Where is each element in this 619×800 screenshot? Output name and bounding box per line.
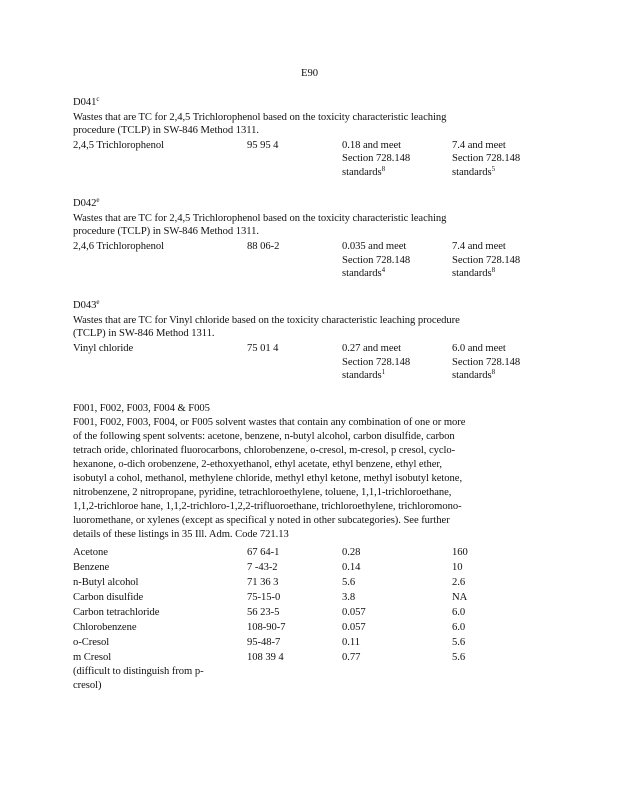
table-row-ww: 0.057 bbox=[342, 622, 366, 633]
table-row-cas: 75-15-0 bbox=[247, 592, 281, 603]
wastewater-standard: standards$^8$ bbox=[452, 368, 496, 381]
table-row-cas: 56 23-5 bbox=[247, 607, 280, 618]
table-row-name: Carbon disulfide bbox=[73, 592, 144, 603]
nonwastewater-standard: standards$^4$ bbox=[342, 266, 386, 279]
table-row-note: cresol) bbox=[73, 680, 102, 691]
wastewater-standard: standards$^5$ bbox=[452, 165, 496, 178]
table-row-cas: 108 39 4 bbox=[247, 652, 284, 663]
table-row-nww: 6.0 bbox=[452, 622, 466, 633]
wastewater-standard: 7.4 and meet bbox=[452, 140, 506, 151]
table-row-ww: 0.28 bbox=[342, 547, 361, 558]
wastewater-standard: Section 728.148 bbox=[452, 357, 521, 368]
table-row-name: n-Butyl alcohol bbox=[73, 577, 139, 588]
page-number: E90 bbox=[301, 68, 319, 79]
table-row-ww: 5.6 bbox=[342, 577, 356, 588]
table-row-name: o-Cresol bbox=[73, 637, 110, 648]
nonwastewater-standard: standards$^8$ bbox=[342, 165, 386, 178]
section-description: Wastes that are TC for 2,4,5 Trichlorophenol based on the toxicity characteristic leaching bbox=[73, 112, 447, 123]
table-row-name: Carbon tetrachloride bbox=[73, 607, 160, 618]
table-row-cas: 67 64-1 bbox=[247, 547, 280, 558]
section-code-d043: D043e bbox=[73, 298, 100, 311]
wastewater-standard: Section 728.148 bbox=[452, 153, 521, 164]
table-row-ww: 0.11 bbox=[342, 637, 360, 648]
wastewater-standard: 7.4 and meet bbox=[452, 241, 506, 252]
section-description: procedure (TCLP) in SW-846 Method 1311. bbox=[73, 125, 259, 136]
f-section-description: isobutyl a cohol, methanol, methylene chloride, methyl ethyl ketone, methyl isobutyl ketone, bbox=[73, 473, 463, 484]
cas-number: 75 01 4 bbox=[247, 343, 279, 354]
f-section-description: hexanone, o-dich orobenzene, 2-ethoxyethanol, ethyl acetate, ethyl benzene, ethyl ether, bbox=[73, 459, 443, 470]
table-row-nww: 6.0 bbox=[452, 607, 466, 618]
table-row-name: Chlorobenzene bbox=[73, 622, 137, 633]
constituent-name: Vinyl chloride bbox=[73, 343, 134, 354]
table-row-name: Benzene bbox=[73, 562, 110, 573]
cas-number: 88 06-2 bbox=[247, 241, 280, 252]
table-row-nww: 160 bbox=[452, 547, 468, 558]
table-row-ww: 3.8 bbox=[342, 592, 356, 603]
table-row-ww: 0.77 bbox=[342, 652, 361, 663]
table-row-cas: 95-48-7 bbox=[247, 637, 281, 648]
table-row-cas: 108-90-7 bbox=[247, 622, 286, 633]
f-section-description: of the following spent solvents: acetone, benzene, n-butyl alcohol, carbon disulfide, carbon bbox=[73, 431, 455, 442]
table-row-nww: 5.6 bbox=[452, 652, 466, 663]
f-section-description: 1,1,2-trichloroe hane, 1,1,2-trichloro-1,2,2-trifluoroethane, trichloroethylene, trichloromono- bbox=[73, 501, 462, 512]
wastewater-standard: standards$^8$ bbox=[452, 266, 496, 279]
f-section-description: details of these listings in 35 Ill. Adm. Code 721.13 bbox=[73, 529, 289, 540]
f-section-description: tetrach oride, chlorinated fluorocarbons, chlorobenzene, o-cresol, m-cresol, p cresol, cyclo- bbox=[73, 445, 456, 456]
f-section-description: luoromethane, or xylenes (except as specifical y noted in other subcategories). See further bbox=[73, 515, 450, 526]
table-row-nww: 2.6 bbox=[452, 577, 466, 588]
table-row-name: m Cresol bbox=[73, 652, 112, 663]
table-row-cas: 71 36 3 bbox=[247, 577, 279, 588]
nonwastewater-standard: standards$^1$ bbox=[342, 368, 386, 381]
table-row-nww: 10 bbox=[452, 562, 463, 573]
nonwastewater-standard: Section 728.148 bbox=[342, 357, 411, 368]
nonwastewater-standard: Section 728.148 bbox=[342, 255, 411, 266]
table-row-nww: NA bbox=[452, 592, 468, 603]
table-row-ww: 0.057 bbox=[342, 607, 366, 618]
wastewater-standard: Section 728.148 bbox=[452, 255, 521, 266]
section-description: Wastes that are TC for Vinyl chloride based on the toxicity characteristic leaching procedure bbox=[73, 315, 460, 326]
table-row-nww: 5.6 bbox=[452, 637, 466, 648]
section-code-d041: D041$^c$ bbox=[73, 95, 100, 108]
section-description: Wastes that are TC for 2,4,5 Trichlorophenol based on the toxicity characteristic leaching bbox=[73, 213, 447, 224]
nonwastewater-standard: 0.035 and meet bbox=[342, 241, 407, 252]
wastewater-standard: 6.0 and meet bbox=[452, 343, 506, 354]
cas-number: 95 95 4 bbox=[247, 140, 279, 151]
section-description: (TCLP) in SW-846 Method 1311. bbox=[73, 328, 215, 339]
section-code-d042: D042e bbox=[73, 196, 100, 209]
section-description: procedure (TCLP) in SW-846 Method 1311. bbox=[73, 226, 259, 237]
table-row-note: (difficult to distinguish from p- bbox=[73, 666, 204, 677]
table-row-name: Acetone bbox=[73, 547, 108, 558]
f-section-heading: F001, F002, F003, F004 & F005 bbox=[73, 403, 210, 414]
constituent-name: 2,4,6 Trichlorophenol bbox=[73, 241, 165, 252]
constituent-name: 2,4,5 Trichlorophenol bbox=[73, 140, 165, 151]
nonwastewater-standard: Section 728.148 bbox=[342, 153, 411, 164]
table-row-ww: 0.14 bbox=[342, 562, 361, 573]
f-section-description: nitrobenzene, 2 nitropropane, pyridine, tetrachloroethylene, toluene, 1,1,1-trichloroethane, bbox=[73, 487, 452, 498]
table-row-cas: 7 -43-2 bbox=[247, 562, 278, 573]
nonwastewater-standard: 0.27 and meet bbox=[342, 343, 402, 354]
nonwastewater-standard: 0.18 and meet bbox=[342, 140, 402, 151]
f-section-description: F001, F002, F003, F004, or F005 solvent wastes that contain any combination of one or more bbox=[73, 417, 466, 428]
